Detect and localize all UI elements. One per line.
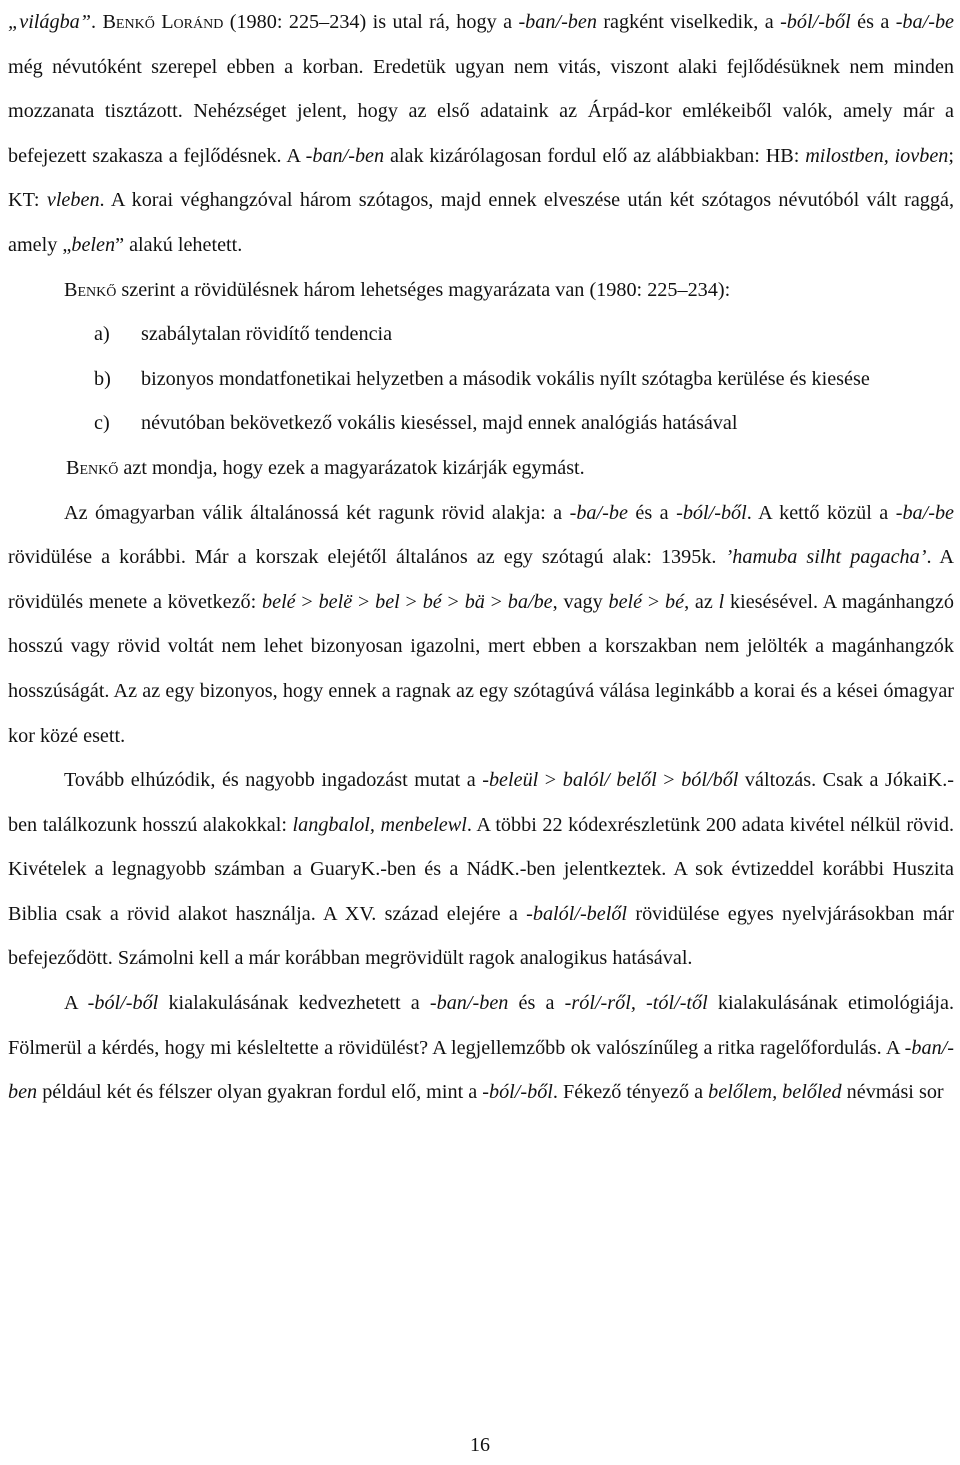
text-run: > <box>538 769 563 792</box>
italic-run: bä <box>464 590 485 613</box>
text-run: szerint a rövidülésnek három lehetséges magyarázata van (1980: 225–234): <box>116 278 731 301</box>
italic-run: langbalol, menbelewl <box>292 813 467 836</box>
text-run: még névutóként szerepel ebben a korban. Eredetük ugyan nem vitás, viszont alaki fejlődésüknek nem minden mozzanata tisztázott. Nehézséget jelent, hogy az első adataink az Árpád-kor emlékeiből valók, amely már a befejezett szakasza a fejlődésnek. A <box>8 55 954 167</box>
text-run: ” alakú lehetett. <box>115 233 243 256</box>
text-run: , az <box>684 590 719 613</box>
list-item <box>94 357 954 402</box>
text-run: > <box>642 590 666 613</box>
small-caps-run: Benkő Loránd <box>102 11 224 33</box>
list-item-text: névutóban bekövetkező vokális kieséssel, majd ennek analógiás hatásával <box>141 412 738 435</box>
explanation-list <box>8 312 954 446</box>
text-block-intro <box>8 0 954 312</box>
text-run: . A kettő közül a <box>746 501 896 524</box>
italic-run: balól/ belől <box>562 769 657 792</box>
paragraph-p5 <box>8 981 954 1115</box>
italic-run: vleben <box>46 189 100 212</box>
text-run: > <box>295 590 319 613</box>
text-run: névmási sor <box>841 1081 944 1104</box>
italic-run: bé <box>665 590 685 613</box>
text-run: és a <box>508 992 565 1015</box>
text-run: kialakulásának etimológiája. Fölmerül a kérdés, hogy mi késleltette a rövidülést? A legjellemzőbb ok valószínűleg a ritka ragelőfordulás. A <box>8 992 954 1059</box>
list-item <box>94 312 954 357</box>
text-run: . A korai véghangzóval három szótagos, majd ennek elveszése után két szótagos névutóból vált raggá, amely „ <box>8 189 954 256</box>
text-run: Tovább elhúzódik, és nagyobb ingadozást mutat a <box>64 769 483 792</box>
list-item-text: bizonyos mondatfonetikai helyzetben a második vokális nyílt szótagba kerülése és kiesése <box>141 367 870 390</box>
text-run: rövidülése egyes nyelvjárásokban már befejeződött. Számolni kell a már korábban megrövidült ragok analogikus hatásával. <box>8 902 955 970</box>
italic-run: -ból/-ből <box>676 501 747 524</box>
text-run: ; KT: <box>8 144 954 212</box>
text-run: Az ómagyarban válik általánossá két ragunk rövid alakja: a <box>64 501 570 524</box>
paragraph-p4 <box>8 758 954 981</box>
list-item-label: c) <box>94 412 110 435</box>
paragraph-p2 <box>8 268 954 313</box>
italic-run: belé <box>608 590 643 613</box>
italic-run: l <box>718 590 725 613</box>
text-run: (1980: 225–234) is utal rá, hogy a <box>223 11 519 33</box>
italic-run: -ba/-be <box>895 11 954 33</box>
italic-run: belőlem, belőled <box>708 1081 842 1104</box>
italic-run: -ban/-ben <box>429 992 509 1015</box>
italic-run: -beleül <box>482 769 539 792</box>
italic-run: ba/be <box>507 590 553 613</box>
text-block-body <box>8 491 954 1115</box>
italic-run: belen <box>71 233 116 256</box>
list-item-text: szabálytalan rövidítő tendencia <box>141 323 393 346</box>
text-run: , vagy <box>552 590 609 613</box>
text-run: rövidülése a korábbi. Már a korszak elejétől általános az egy szótagú alak: 1395k. <box>8 546 726 569</box>
italic-run: -ba/-be <box>895 501 955 524</box>
text-run: > <box>399 590 423 613</box>
text-run: változás. Csak a JókaiK.-ben találkozunk hosszú alakokkal: <box>8 769 955 836</box>
list-item <box>94 401 954 446</box>
text-run: és a <box>850 11 896 33</box>
text-run: például két és félszer olyan gyakran fordul elő, mint a <box>37 1081 483 1104</box>
text-run: > <box>441 590 465 613</box>
after-list-text: azt mondja, hogy ezek a magyarázatok kizárják egymást. <box>118 456 585 479</box>
italic-run: -ról/-ről, -tól/-től <box>564 992 708 1015</box>
document-page <box>8 0 954 1115</box>
text-run: > <box>656 769 682 792</box>
text-run: alak kizárólagosan fordul elő az alábbiakban: HB: <box>384 144 806 167</box>
text-run: > <box>484 590 508 613</box>
italic-run: -balól/-belől <box>526 902 628 925</box>
text-run: A <box>64 992 88 1015</box>
small-caps-run: Benkő <box>64 278 117 301</box>
italic-run: -ból/-ből <box>780 11 851 33</box>
italic-run: ’hamuba silht pagacha’ <box>725 546 927 569</box>
italic-run: belë <box>318 590 353 613</box>
text-run: . A többi 22 kódexrészletünk 200 adata kivétel nélkül rövid. Kivételek a legnagyobb számban a GuaryK.-ben és a NádK.-ben jelentkeztek. A sok évtizeddel korábbi Huszita Biblia csak a rövid alakot használja. A XV. század elejére a <box>8 813 955 925</box>
italic-run: bel <box>375 590 400 613</box>
text-run: kiesésével. A magánhangzó hosszú vagy rövid voltát nem lehet bizonyosan igazolni, mert ebben a korszakban nem jelölték a magánhangzók hosszúságát. Az az egy bizonyos, hogy ennek a ragnak az egy szótagúvá válása leginkább a korai és a kései ómagyar kor közé esett. <box>8 590 954 747</box>
italic-run: milostben, iovben <box>805 144 949 167</box>
italic-run: -ból/-ből <box>482 1081 553 1104</box>
italic-run: -ban/-ben <box>8 1036 954 1104</box>
text-run: . <box>91 11 103 33</box>
text-run: kialakulásának kedvezhetett a <box>158 992 430 1015</box>
paragraph-p1 <box>8 0 954 268</box>
italic-run: -ból/-ből <box>87 992 159 1015</box>
italic-run: ból/ből <box>681 769 739 792</box>
text-run: . Fékező tényező a <box>552 1081 709 1104</box>
text-run: ragként viselkedik, a <box>596 11 781 33</box>
text-run: és a <box>627 501 677 524</box>
italic-run: belé <box>262 590 296 613</box>
author-name: Benkő <box>66 456 119 479</box>
page-number: 16 <box>470 1434 490 1456</box>
list-item-label: b) <box>94 367 111 390</box>
italic-run: -ban/-ben <box>518 11 597 33</box>
italic-run: bé <box>422 590 442 613</box>
list-item-label: a) <box>94 323 110 346</box>
text-run: . A rövidülés menete a következő: <box>8 546 955 613</box>
text-run: > <box>352 590 376 613</box>
paragraph-p3 <box>8 491 954 759</box>
after-list-sentence <box>8 446 954 491</box>
italic-run: -ban/-ben <box>305 144 385 167</box>
italic-run: -ba/-be <box>569 501 628 524</box>
italic-run: „világba” <box>8 11 92 33</box>
